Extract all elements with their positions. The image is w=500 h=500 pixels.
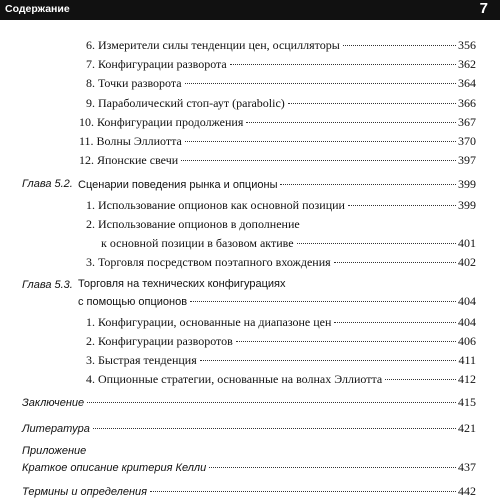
toc-entry-page: 412 <box>458 372 476 386</box>
toc-entry-title: Термины и определения <box>22 486 147 498</box>
toc-entry-conclusion[interactable] <box>22 395 476 410</box>
toc-entry-title: 1. Использование опционов как основной позиции <box>86 198 345 212</box>
dot-leader <box>185 141 456 142</box>
chapter-page: 399 <box>458 177 476 191</box>
dot-leader <box>297 243 456 244</box>
toc-entry-title: 6. Измерители силы тенденции цен, осцилляторы <box>86 38 340 52</box>
toc-entry[interactable] <box>86 198 476 213</box>
toc-entry-page: 415 <box>458 395 476 409</box>
toc-entry[interactable] <box>86 315 476 330</box>
dot-leader <box>93 428 456 429</box>
toc-entry-page: 366 <box>458 96 476 110</box>
toc-entry-title: 11. Волны Эллиотта <box>79 134 182 148</box>
page-header <box>0 0 500 20</box>
chapter-title: Сценарии поведения рынка и опционы <box>78 179 278 191</box>
dot-leader <box>280 184 456 185</box>
chapter-title[interactable]: Торговля на технических конфигурациях <box>78 278 286 290</box>
dot-leader <box>288 103 456 104</box>
toc-entry-title: 1. Конфигурации, основанные на диапазоне цен <box>86 315 332 329</box>
toc-entry-title: 3. Быстрая тенденция <box>86 353 197 367</box>
toc-entry-title: 4. Опционные стратегии, основанные на волнах Эллиотта <box>86 372 383 386</box>
toc-entry-appendix[interactable] <box>22 460 476 475</box>
chapter-label: Глава 5.2. <box>22 178 73 190</box>
toc-entry-page: 367 <box>458 115 476 129</box>
page-number: 7 <box>479 0 488 17</box>
chapter-title: с помощью опционов <box>78 296 188 308</box>
toc-entry-page: 397 <box>458 153 476 167</box>
toc-entry-title: 10. Конфигурации продолжения <box>79 115 244 129</box>
dot-leader <box>334 262 456 263</box>
toc-entry[interactable] <box>86 255 476 270</box>
toc-entry[interactable] <box>86 38 476 53</box>
toc-entry[interactable] <box>86 57 476 72</box>
dot-leader <box>343 45 456 46</box>
toc-entry-glossary[interactable] <box>22 484 476 499</box>
toc-entry-title[interactable]: 2. Использование опционов в дополнение <box>86 217 300 231</box>
dot-leader <box>236 341 456 342</box>
dot-leader <box>334 322 456 323</box>
toc-entry[interactable] <box>86 334 476 349</box>
toc-entry-page: 442 <box>458 484 476 498</box>
toc-entry[interactable] <box>79 153 476 168</box>
chapter-entry[interactable] <box>78 177 476 192</box>
toc-entry[interactable] <box>79 115 476 130</box>
toc-entry-page: 404 <box>458 315 476 329</box>
dot-leader <box>150 491 456 492</box>
appendix-label: Приложение <box>22 445 87 457</box>
toc-entry-page: 370 <box>458 134 476 148</box>
toc-entry-title: Заключение <box>22 397 85 409</box>
toc-entry-title: 9. Параболический стоп-аут (parabolic) <box>86 96 285 110</box>
chapter-entry[interactable] <box>78 294 476 309</box>
toc-entry-title: Литература <box>22 423 90 435</box>
toc-entry-title: к основной позиции в базовом активе <box>101 236 294 250</box>
toc-entry-page: 399 <box>458 198 476 212</box>
section-title: Содержание <box>5 3 70 15</box>
toc-entry[interactable] <box>86 372 476 387</box>
toc-entry-title: 2. Конфигурации разворотов <box>86 334 233 348</box>
dot-leader <box>185 83 456 84</box>
toc-entry-page: 364 <box>458 76 476 90</box>
toc-entry-title: Краткое описание критерия Келли <box>22 462 207 474</box>
dot-leader <box>385 379 456 380</box>
toc-entry[interactable] <box>86 76 476 91</box>
toc-entry-title: 8. Точки разворота <box>86 76 182 90</box>
toc-entry-page: 362 <box>458 57 476 71</box>
toc-entry[interactable] <box>101 236 476 251</box>
toc-entry-page: 411 <box>458 353 476 367</box>
toc-entry-title: 3. Торговля посредством поэтапного вхождения <box>86 255 331 269</box>
toc-entry-title: 12. Японские свечи <box>79 153 179 167</box>
toc-entry-page: 421 <box>458 421 476 435</box>
toc-entry-page: 401 <box>458 236 476 250</box>
toc-entry[interactable] <box>86 353 476 368</box>
dot-leader <box>246 122 456 123</box>
dot-leader <box>87 402 456 403</box>
toc-entry-title: 7. Конфигурации разворота <box>86 57 227 71</box>
dot-leader <box>181 160 456 161</box>
toc-entry[interactable] <box>79 134 476 149</box>
dot-leader <box>348 205 456 206</box>
dot-leader <box>200 360 457 361</box>
toc-entry-page: 406 <box>458 334 476 348</box>
toc-entry-page: 356 <box>458 38 476 52</box>
toc-entry[interactable] <box>86 96 476 111</box>
dot-leader <box>230 64 456 65</box>
chapter-label: Глава 5.3. <box>22 279 73 291</box>
dot-leader <box>209 467 456 468</box>
dot-leader <box>190 301 456 302</box>
chapter-page: 404 <box>458 294 476 308</box>
toc-entry-page: 437 <box>458 460 476 474</box>
toc-entry-literature[interactable] <box>22 421 476 436</box>
toc-entry-page: 402 <box>458 255 476 269</box>
